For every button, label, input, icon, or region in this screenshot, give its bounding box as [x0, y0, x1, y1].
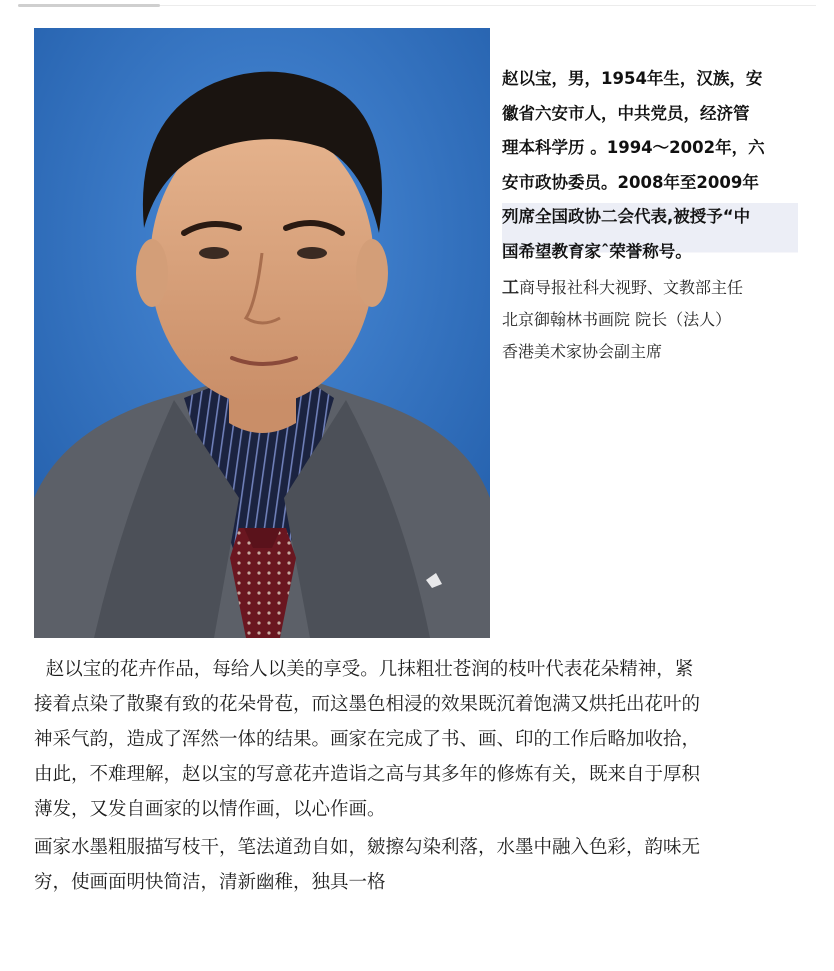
role-line-first-char: 工: [502, 278, 519, 298]
bio-line: 徽省六安市人，中共党员，经济管: [502, 103, 750, 123]
role-line: 北京御翰林书画院 院长（法人）: [502, 310, 732, 329]
roles-list: [502, 272, 798, 368]
bio-line: 国希望教育家ˆ荣誉称号。: [502, 241, 692, 261]
paragraph-1: [34, 652, 794, 827]
paragraph-line: 神采气韵，造成了浑然一体的结果。画家在完成了书、画、印的工作后略加收拾，: [34, 729, 701, 750]
portrait-photo: [34, 28, 490, 638]
biography-block: [502, 62, 798, 368]
article-body: [34, 652, 794, 900]
bio-line: 安市政协委员。2008年至2009年: [502, 172, 759, 192]
role-line: [502, 272, 798, 304]
paragraph-line: 薄发，又发自画家的以情作画，以心作画。: [34, 799, 386, 820]
role-line-rest: 商导报社科大视野、文教部主任: [519, 278, 744, 297]
paragraph-line: 穷，使画面明快简洁，清新幽稚，独具一格: [34, 872, 386, 893]
top-divider: [160, 5, 816, 6]
bio-line: 赵以宝，男，1954年生，汉族，安: [502, 69, 763, 88]
bio-line: 列席全国政协二会代表,被授予“中: [502, 207, 751, 226]
biography-summary: [502, 62, 798, 269]
role-line: 香港美术家协会副主席: [502, 342, 663, 361]
paragraph-line: 接着点染了散聚有致的花朵骨苞，而这墨色相浸的效果既沉着饱满又烘托出花叶的: [34, 694, 701, 715]
paragraph-line: 赵以宝的花卉作品，每给人以美的享受。几抹粗壮苍润的枝叶代表花朵精神，紧: [34, 659, 694, 680]
paragraph-line: 画家水墨粗服描写枝干，笔法道劲自如，皴擦勾染利落，水墨中融入色彩，韵味无: [34, 837, 701, 858]
bio-line: 理本科学历 。1994～2002年，六: [502, 138, 765, 157]
paragraph-line: 由此，不难理解，赵以宝的写意花卉造诣之高与其多年的修炼有关，既来自于厚积: [34, 764, 701, 785]
paragraph-2: [34, 830, 794, 900]
top-scroll-indicator: [18, 4, 160, 7]
